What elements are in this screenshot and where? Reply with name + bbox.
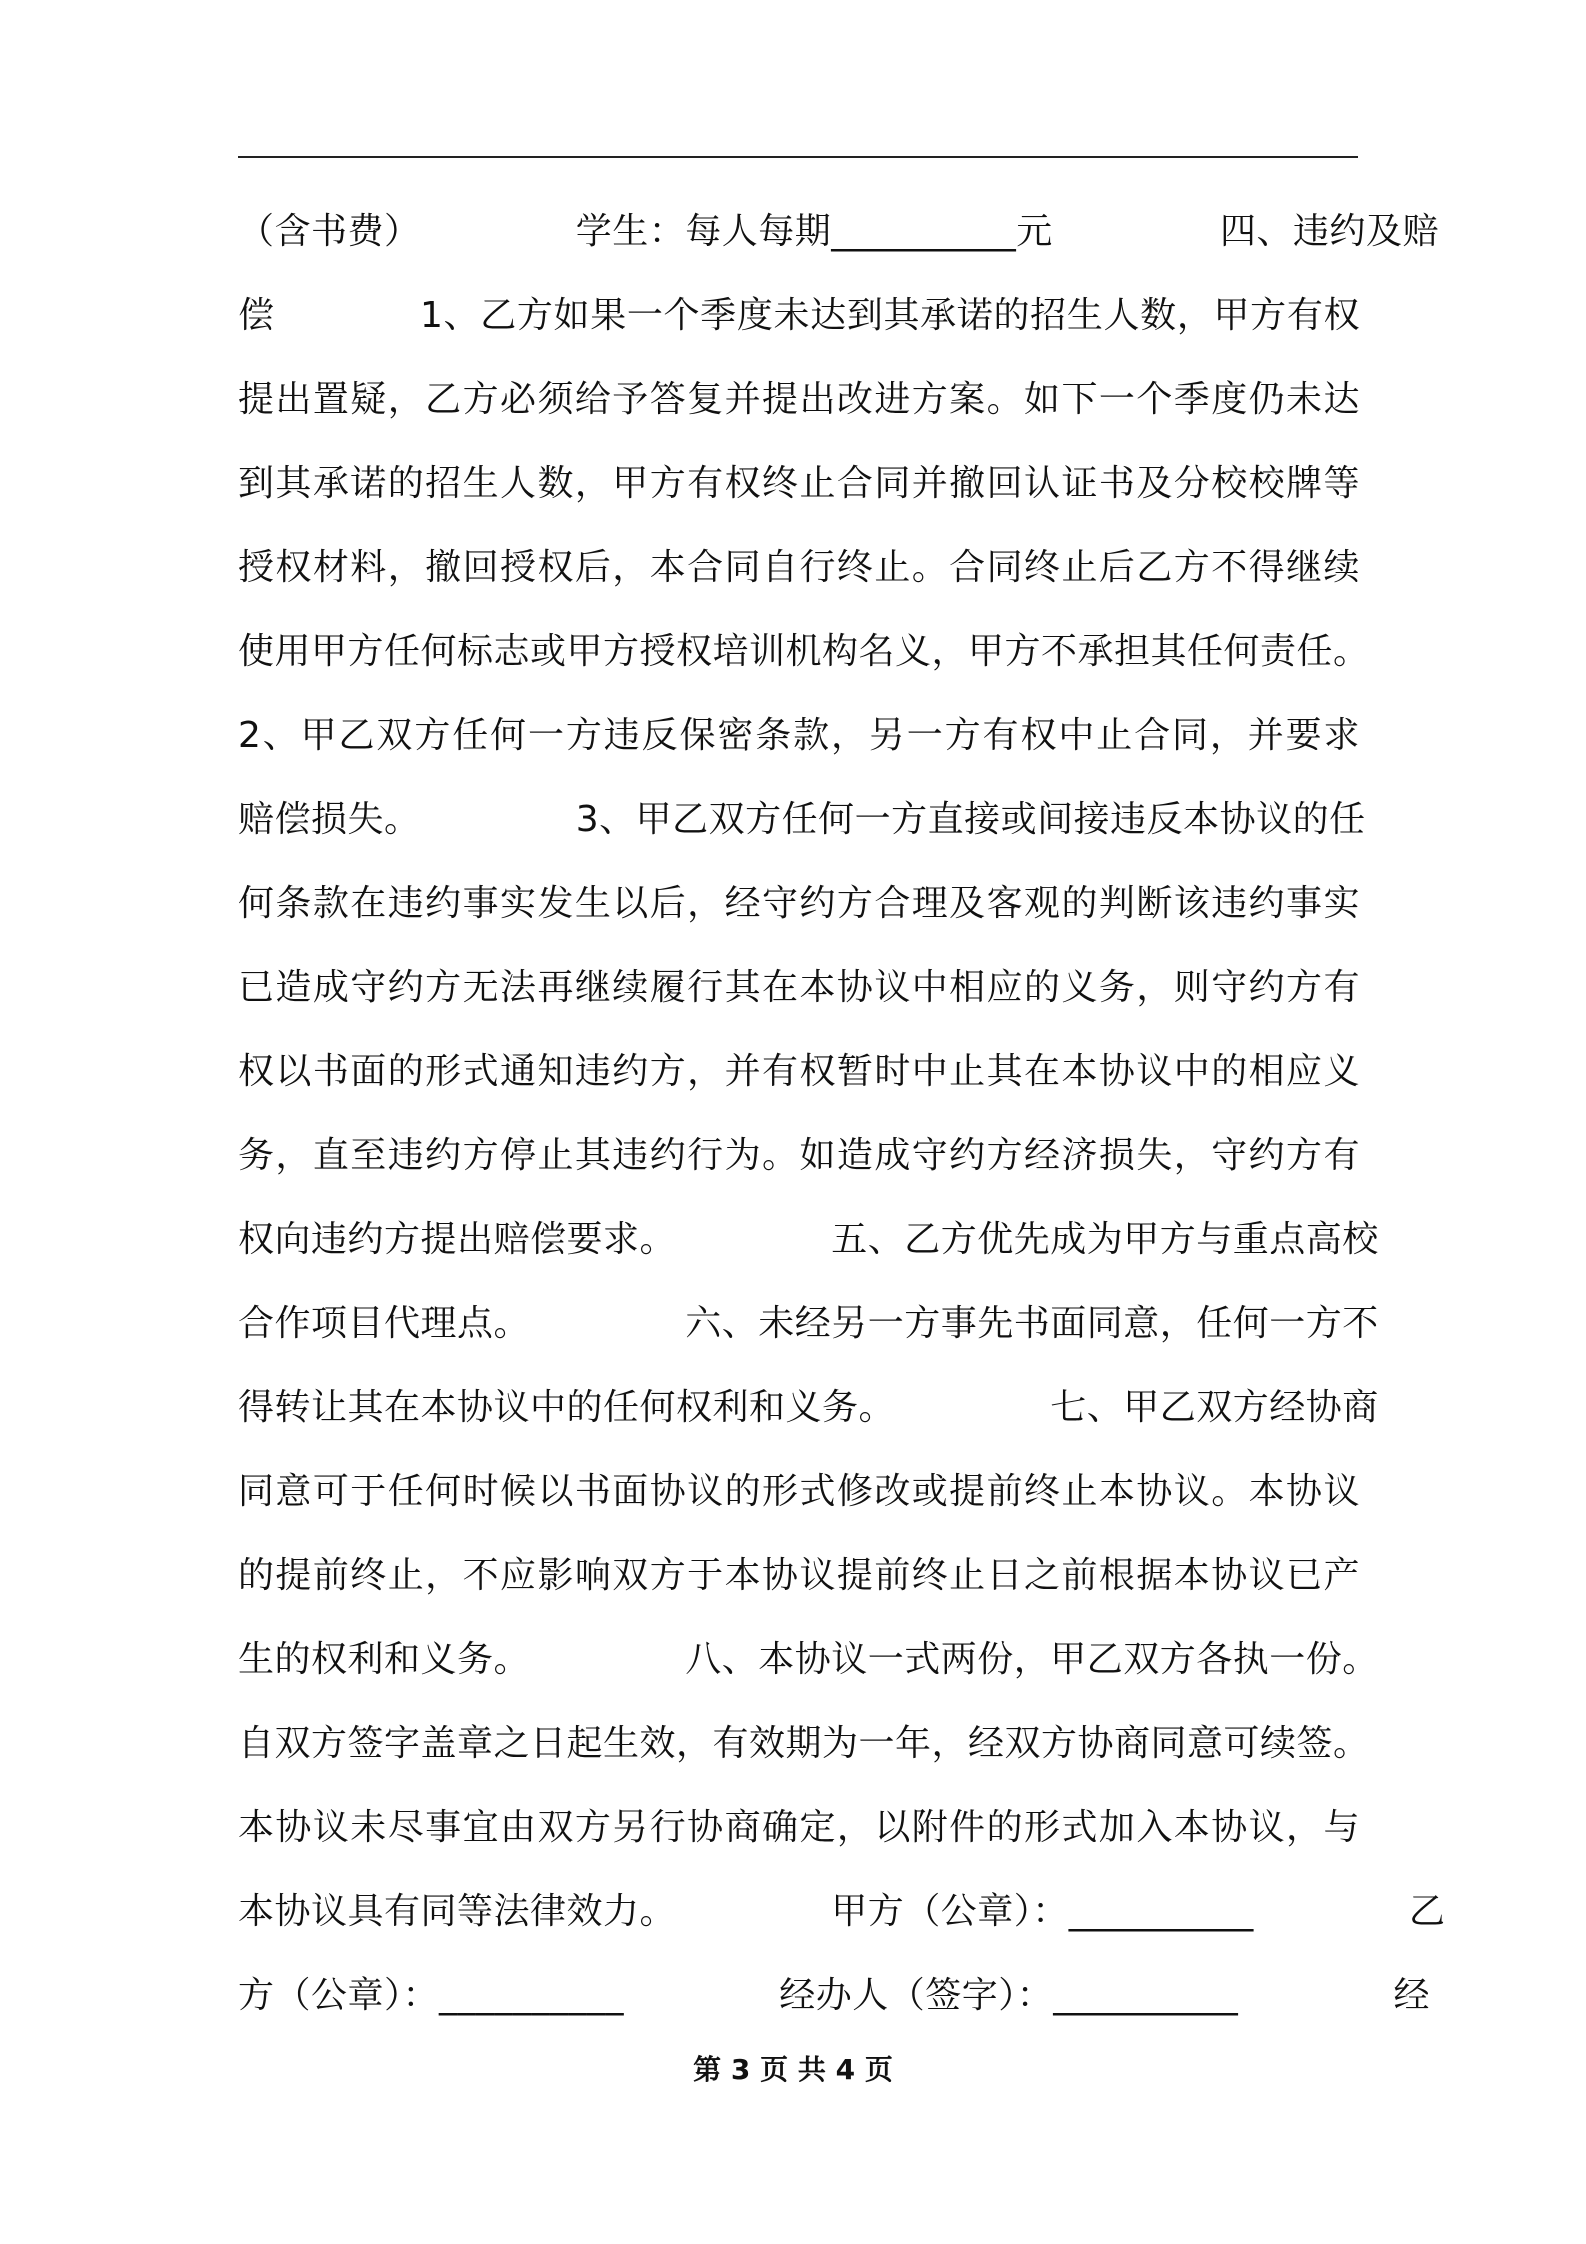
text-line-content: 方（公章）：__________ 经办人（签字）：__________ 经: [238, 1975, 1431, 2016]
text-line-content: 权以书面的形式通知违约方，并有权暂时中止其在本协议中的相应义: [238, 1051, 1360, 1092]
text-line-content: 权向违约方提出赔偿要求。 五、乙方优先成为甲方与重点高校: [238, 1219, 1379, 1260]
text-line-content: 得转让其在本协议中的任何权利和义务。 七、甲乙双方经协商: [238, 1387, 1379, 1428]
text-line-content: 已造成守约方无法再继续履行其在本协议中相应的义务，则守约方有: [238, 967, 1360, 1008]
text-line: [238, 526, 1360, 610]
text-line: [238, 358, 1360, 442]
text-line-content: 提出置疑，乙方必须给予答复并提出改进方案。如下一个季度仍未达: [238, 379, 1360, 420]
text-line-content: 偿 1、乙方如果一个季度未达到其承诺的招生人数，甲方有权: [238, 295, 1360, 336]
document-body: [238, 190, 1446, 2038]
text-line: [238, 862, 1360, 946]
text-line-content: 使用甲方任何标志或甲方授权培训机构名义，甲方不承担其任何责任。: [238, 631, 1370, 672]
text-line-content: 授权材料，撤回授权后，本合同自行终止。合同终止后乙方不得继续: [238, 547, 1360, 588]
text-line: [238, 274, 1360, 358]
text-line-content: 到其承诺的招生人数，甲方有权终止合同并撤回认证书及分校校牌等: [238, 463, 1360, 504]
text-line: [238, 1702, 1370, 1786]
text-line-content: 赔偿损失。 3、甲乙双方任何一方直接或间接违反本协议的任: [238, 799, 1366, 840]
text-line: [238, 694, 1360, 778]
text-line: [238, 1954, 1431, 2038]
text-line-content: 合作项目代理点。 六、未经另一方事先书面同意，任何一方不: [238, 1303, 1379, 1344]
text-line: [238, 1282, 1379, 1366]
text-line-content: 务，直至违约方停止其违约行为。如造成守约方经济损失，守约方有: [238, 1135, 1360, 1176]
text-line: [238, 442, 1360, 526]
text-line-content: 2、甲乙双方任何一方违反保密条款，另一方有权中止合同，并要求: [238, 715, 1360, 756]
text-line-content: 自双方签字盖章之日起生效，有效期为一年，经双方协商同意可续签。: [238, 1723, 1370, 1764]
text-line: [238, 1450, 1360, 1534]
text-line-content: 生的权利和义务。 八、本协议一式两份，甲乙双方各执一份。: [238, 1639, 1379, 1680]
text-line: [238, 1030, 1360, 1114]
text-line: [238, 610, 1370, 694]
text-line-content: （含书费） 学生：每人每期__________元 四、违约及赔: [238, 211, 1439, 252]
text-line: [238, 190, 1439, 274]
text-line: [238, 1366, 1379, 1450]
text-line: [238, 1870, 1446, 1954]
text-line-content: 的提前终止，不应影响双方于本协议提前终止日之前根据本协议已产: [238, 1555, 1360, 1596]
text-line-content: 同意可于任何时候以书面协议的形式修改或提前终止本协议。本协议: [238, 1471, 1360, 1512]
text-line: [238, 1618, 1379, 1702]
text-line: [238, 946, 1360, 1030]
text-line-content: 何条款在违约事实发生以后，经守约方合理及客观的判断该违约事实: [238, 883, 1360, 924]
text-line: [238, 1534, 1360, 1618]
header-rule: [238, 156, 1358, 158]
page-footer: [0, 2048, 1586, 2088]
text-line: [238, 1198, 1379, 1282]
page-indicator: 第 3 页 共 4 页: [693, 2053, 893, 2086]
text-line: [238, 778, 1366, 862]
text-line: [238, 1786, 1360, 1870]
text-line-content: 本协议未尽事宜由双方另行协商确定，以附件的形式加入本协议，与: [238, 1807, 1360, 1848]
text-line-content: 本协议具有同等法律效力。 甲方（公章）：__________ 乙: [238, 1891, 1446, 1932]
text-line: [238, 1114, 1360, 1198]
